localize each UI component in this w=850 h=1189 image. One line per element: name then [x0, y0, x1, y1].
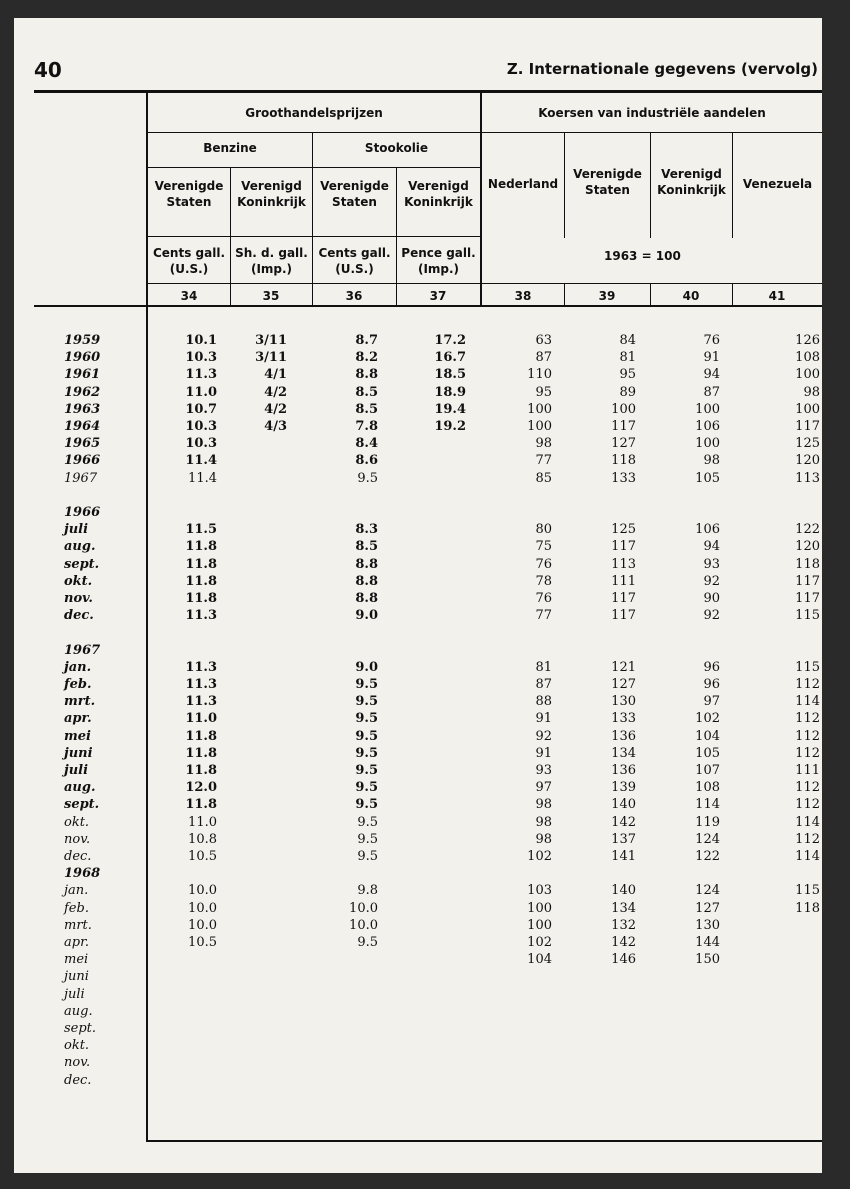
cell-col-34: 10.3 — [185, 350, 217, 366]
cell-col-41: 114 — [795, 694, 820, 710]
cell-col-41: 120 — [795, 453, 820, 469]
vline-c38-c39-num — [564, 283, 565, 307]
cell-col-34: 12.0 — [185, 780, 217, 796]
cell-col-34: 11.8 — [185, 797, 217, 813]
cell-col-39: 89 — [619, 384, 636, 400]
page-number: 40 — [34, 58, 62, 82]
cell-col-39: 127 — [611, 677, 636, 692]
cell-col-41: 118 — [795, 900, 820, 916]
cell-col-38: 104 — [527, 952, 552, 968]
row-label: juni — [64, 745, 93, 761]
hline-country-unit — [147, 236, 480, 237]
column-number-40: 40 — [682, 289, 700, 303]
cell-col-41: 117 — [795, 573, 820, 589]
row-label: sept. — [64, 1021, 97, 1036]
cell-col-38: 100 — [527, 900, 552, 916]
header-stookolie: Stookolie — [364, 141, 429, 155]
cell-col-34: 10.5 — [188, 935, 217, 950]
header-koersen: Koersen van industriële aandelen — [538, 106, 766, 120]
cell-col-40: 106 — [695, 522, 720, 538]
cell-col-34: 11.3 — [185, 694, 217, 710]
row-label: aug. — [64, 780, 96, 796]
row-label: 1967 — [64, 642, 101, 658]
cell-col-36: 9.5 — [355, 780, 378, 796]
row-label: jan. — [64, 659, 92, 675]
cell-col-34: 11.0 — [185, 711, 217, 727]
cell-col-39: 140 — [611, 797, 636, 813]
cell-col-40: 107 — [695, 763, 720, 778]
header-c41-country: Venezuela — [742, 177, 813, 191]
cell-col-39: 133 — [611, 711, 636, 727]
cell-col-34: 11.4 — [185, 453, 217, 469]
cell-col-36: 8.3 — [355, 522, 378, 538]
cell-col-36: 9.5 — [355, 745, 378, 761]
cell-col-36: 9.5 — [355, 677, 378, 692]
cell-col-40: 97 — [703, 694, 720, 710]
cell-col-39: 125 — [611, 522, 636, 538]
cell-col-34: 10.3 — [185, 419, 217, 434]
cell-col-34: 11.3 — [185, 367, 217, 383]
header-bottom-rule — [34, 305, 822, 307]
cell-col-38: 91 — [535, 745, 552, 761]
cell-col-36: 10.0 — [349, 917, 378, 933]
cell-col-39: 141 — [611, 849, 636, 864]
cell-col-34: 10.5 — [188, 849, 217, 864]
row-label: 1968 — [64, 866, 101, 882]
cell-col-40: 108 — [695, 780, 720, 796]
cell-col-41: 118 — [795, 556, 820, 572]
cell-col-36: 8.8 — [355, 556, 378, 572]
cell-col-38: 110 — [527, 367, 552, 383]
cell-col-40: 127 — [695, 900, 720, 916]
cell-col-34: 11.5 — [185, 522, 217, 538]
row-label: mei — [64, 728, 91, 744]
cell-col-36: 9.5 — [357, 831, 378, 847]
column-number-38: 38 — [514, 289, 532, 303]
cell-col-34: 11.8 — [185, 745, 217, 761]
cell-col-34: 11.8 — [185, 556, 217, 572]
vline-c34-c35-num — [230, 283, 231, 307]
cell-col-41: 117 — [795, 591, 820, 606]
cell-col-39: 139 — [611, 780, 636, 796]
cell-col-38: 87 — [535, 677, 552, 692]
cell-col-34: 11.4 — [188, 470, 217, 486]
header-c35-unit: Sh. d. gall. (Imp.) — [235, 246, 308, 276]
cell-col-34: 11.8 — [185, 763, 217, 778]
cell-col-39: 81 — [619, 350, 636, 366]
row-label: dec. — [64, 849, 92, 864]
row-label: dec. — [64, 608, 94, 624]
row-label: nov. — [64, 1055, 91, 1071]
cell-col-40: 105 — [695, 470, 720, 486]
cell-col-38: 103 — [527, 883, 552, 899]
cell-col-38: 100 — [527, 401, 552, 417]
cell-col-36: 9.5 — [355, 711, 378, 727]
index-base-label: 1963 = 100 — [604, 249, 681, 263]
cell-col-36: 8.7 — [355, 333, 378, 348]
row-label: juni — [64, 969, 89, 985]
cell-col-34: 11.8 — [185, 591, 217, 606]
cell-col-37: 17.2 — [434, 333, 466, 348]
cell-col-39: 113 — [611, 556, 636, 572]
cell-col-35: 4/2 — [264, 384, 287, 400]
cell-col-40: 105 — [695, 745, 720, 761]
row-label: jan. — [64, 883, 89, 899]
vline-benzine-stook — [312, 133, 313, 307]
cell-col-34: 11.0 — [185, 384, 217, 400]
cell-col-41: 120 — [795, 539, 820, 555]
cell-col-34: 11.8 — [185, 728, 217, 744]
cell-col-39: 132 — [611, 917, 636, 933]
cell-col-35: 4/1 — [264, 367, 287, 383]
cell-col-38: 77 — [535, 453, 552, 469]
cell-col-39: 117 — [611, 608, 636, 624]
cell-col-36: 8.4 — [355, 436, 378, 452]
column-number-35: 35 — [262, 289, 280, 303]
cell-col-34: 10.0 — [188, 917, 217, 933]
cell-col-38: 98 — [535, 797, 552, 813]
cell-col-34: 11.8 — [185, 573, 217, 589]
cell-col-39: 133 — [611, 470, 636, 486]
row-label: apr. — [64, 935, 89, 950]
row-label: 1964 — [64, 419, 101, 434]
column-number-39: 39 — [598, 289, 616, 303]
cell-col-35: 4/3 — [264, 419, 287, 434]
cell-col-40: 93 — [703, 556, 720, 572]
cell-col-41: 108 — [795, 350, 820, 366]
cell-col-39: 100 — [611, 401, 636, 417]
cell-col-41: 113 — [795, 470, 820, 486]
row-label: sept. — [64, 797, 100, 813]
cell-col-34: 11.8 — [185, 539, 217, 555]
row-label: juli — [64, 763, 89, 778]
cell-col-34: 11.0 — [188, 814, 217, 830]
cell-col-34: 10.3 — [185, 436, 217, 452]
header-c39-country: Verenigde Staten — [573, 167, 642, 197]
row-label: feb. — [64, 677, 92, 692]
cell-col-37: 16.7 — [434, 350, 466, 366]
header-c38-country: Nederland — [487, 177, 559, 191]
cell-col-38: 88 — [535, 694, 552, 710]
cell-col-39: 130 — [611, 694, 636, 710]
cell-col-40: 96 — [703, 677, 720, 692]
hline-colnums — [147, 283, 822, 284]
cell-col-41: 111 — [795, 763, 820, 778]
cell-col-38: 98 — [535, 814, 552, 830]
header-c35-country: Verenigd Koninkrijk — [237, 179, 306, 209]
cell-col-38: 87 — [535, 350, 552, 366]
cell-col-35: 4/2 — [264, 401, 287, 417]
cell-col-41: 112 — [795, 711, 820, 727]
row-label: feb. — [64, 900, 89, 916]
cell-col-40: 122 — [695, 849, 720, 864]
cell-col-39: 117 — [611, 591, 636, 606]
cell-col-40: 100 — [695, 401, 720, 417]
header-benzine: Benzine — [203, 141, 257, 155]
cell-col-40: 119 — [695, 814, 720, 830]
row-label: dec. — [64, 1072, 92, 1088]
cell-col-40: 90 — [703, 591, 720, 606]
header-c40-country: Verenigd Koninkrijk — [657, 167, 726, 197]
cell-col-36: 9.5 — [355, 797, 378, 813]
row-label: 1960 — [64, 350, 101, 366]
cell-col-36: 9.0 — [355, 659, 378, 675]
column-number-41: 41 — [768, 289, 786, 303]
cell-col-39: 84 — [619, 333, 636, 348]
cell-col-40: 92 — [703, 608, 720, 624]
row-label: okt. — [64, 1038, 90, 1054]
row-label: 1962 — [64, 384, 101, 400]
cell-col-36: 9.5 — [355, 694, 378, 710]
cell-col-41: 114 — [795, 849, 820, 864]
row-label: 1967 — [64, 470, 98, 486]
row-label: 1966 — [64, 505, 101, 520]
cell-col-38: 76 — [535, 591, 552, 606]
cell-col-40: 102 — [695, 711, 720, 727]
cell-col-39: 118 — [611, 453, 636, 469]
cell-col-40: 104 — [695, 728, 720, 744]
cell-col-40: 87 — [703, 384, 720, 400]
cell-col-39: 134 — [611, 900, 636, 916]
cell-col-36: 9.5 — [357, 849, 378, 864]
bottom-rule — [146, 1140, 822, 1142]
cell-col-40: 124 — [695, 883, 720, 899]
cell-col-37: 18.9 — [434, 384, 466, 400]
cell-col-41: 126 — [795, 333, 820, 348]
cell-col-36: 9.5 — [355, 728, 378, 744]
cell-col-40: 92 — [703, 573, 720, 589]
cell-col-39: 121 — [611, 659, 636, 675]
row-label: 1959 — [64, 333, 101, 348]
row-label: mei — [64, 952, 89, 968]
cell-col-34: 11.3 — [185, 608, 217, 624]
row-label: mrt. — [64, 694, 96, 710]
row-label: 1966 — [64, 453, 101, 469]
cell-col-38: 98 — [535, 831, 552, 847]
cell-col-39: 136 — [611, 763, 636, 778]
cell-col-36: 9.5 — [355, 763, 378, 778]
cell-col-36: 7.8 — [355, 419, 378, 434]
row-label: 1961 — [64, 367, 101, 383]
cell-col-39: 111 — [611, 573, 636, 589]
cell-col-41: 115 — [795, 608, 820, 624]
vline-c40-c41-num — [732, 283, 733, 307]
hline-koersen-sub — [481, 132, 822, 133]
hline-groot-sub — [147, 132, 480, 133]
cell-col-37: 19.2 — [434, 419, 466, 434]
cell-col-36: 9.8 — [357, 883, 378, 899]
cell-col-39: 140 — [611, 883, 636, 899]
cell-col-38: 95 — [535, 384, 552, 400]
cell-col-40: 130 — [695, 917, 720, 933]
cell-col-35: 3/11 — [255, 350, 287, 366]
cell-col-38: 63 — [535, 333, 552, 348]
cell-col-34: 10.1 — [185, 333, 217, 348]
cell-col-38: 98 — [535, 436, 552, 452]
cell-col-35: 3/11 — [255, 333, 287, 348]
cell-col-36: 8.8 — [355, 573, 378, 589]
cell-col-38: 102 — [527, 849, 552, 864]
header-c34-unit: Cents gall. (U.S.) — [152, 246, 226, 276]
cell-col-38: 77 — [535, 608, 552, 624]
section-title: Z. Internationale gegevens (vervolg) — [506, 60, 818, 78]
cell-col-40: 114 — [695, 797, 720, 813]
cell-col-38: 81 — [535, 659, 552, 675]
cell-col-36: 8.5 — [355, 401, 378, 417]
cell-col-36: 8.5 — [355, 539, 378, 555]
cell-col-36: 8.8 — [355, 591, 378, 606]
cell-col-39: 134 — [611, 745, 636, 761]
cell-col-38: 100 — [527, 917, 552, 933]
header-c37-country: Verenigd Koninkrijk — [404, 179, 473, 209]
cell-col-40: 100 — [695, 436, 720, 452]
cell-col-40: 94 — [703, 539, 720, 555]
cell-col-38: 78 — [535, 573, 552, 589]
cell-col-36: 9.0 — [355, 608, 378, 624]
cell-col-34: 11.3 — [185, 659, 217, 675]
row-label: aug. — [64, 1003, 93, 1019]
cell-col-38: 92 — [535, 728, 552, 744]
cell-col-38: 80 — [535, 522, 552, 538]
cell-col-34: 10.8 — [188, 831, 217, 847]
cell-col-36: 9.5 — [357, 470, 378, 486]
cell-col-36: 9.5 — [357, 814, 378, 830]
cell-col-40: 144 — [695, 935, 720, 950]
cell-col-38: 100 — [527, 419, 552, 434]
row-label: mrt. — [64, 917, 92, 933]
row-label: juli — [64, 986, 85, 1002]
row-label: sept. — [64, 556, 100, 572]
cell-col-41: 115 — [795, 659, 820, 675]
cell-col-36: 8.6 — [355, 453, 378, 469]
cell-col-36: 10.0 — [349, 900, 378, 916]
cell-col-39: 146 — [611, 952, 636, 968]
cell-col-41: 122 — [795, 522, 820, 538]
cell-col-38: 97 — [535, 780, 552, 796]
row-label: nov. — [64, 591, 93, 606]
row-label: apr. — [64, 711, 92, 727]
cell-col-34: 10.0 — [188, 883, 217, 899]
cell-col-38: 102 — [527, 935, 552, 950]
header-c36-country: Verenigde Staten — [320, 179, 389, 209]
cell-col-39: 117 — [611, 539, 636, 555]
header-c34-country: Verenigde Staten — [154, 179, 224, 209]
cell-col-41: 100 — [795, 401, 820, 417]
cell-col-41: 125 — [795, 436, 820, 452]
cell-col-39: 117 — [611, 419, 636, 434]
cell-col-41: 112 — [795, 745, 820, 761]
cell-col-38: 76 — [535, 556, 552, 572]
cell-col-34: 10.0 — [188, 900, 217, 916]
document-page — [14, 18, 822, 1173]
cell-col-40: 98 — [703, 453, 720, 469]
cell-col-41: 112 — [795, 831, 820, 847]
header-groothandel: Groothandelsprijzen — [245, 106, 383, 120]
cell-col-38: 85 — [535, 470, 552, 486]
row-label: okt. — [64, 814, 90, 830]
cell-col-39: 142 — [611, 935, 636, 950]
cell-col-40: 76 — [703, 333, 720, 348]
row-label: okt. — [64, 573, 93, 589]
cell-col-41: 98 — [803, 384, 820, 400]
row-label: nov. — [64, 831, 91, 847]
cell-col-40: 94 — [703, 367, 720, 383]
cell-col-41: 112 — [795, 728, 820, 744]
row-label: 1965 — [64, 436, 101, 452]
cell-col-41: 112 — [795, 797, 820, 813]
cell-col-38: 91 — [535, 711, 552, 727]
cell-col-39: 136 — [611, 728, 636, 744]
hline-benzine-sub — [147, 167, 480, 168]
cell-col-39: 137 — [611, 831, 636, 847]
cell-col-39: 127 — [611, 436, 636, 452]
cell-col-38: 93 — [535, 763, 552, 778]
row-label: aug. — [64, 539, 96, 555]
cell-col-36: 8.5 — [355, 384, 378, 400]
cell-col-40: 96 — [703, 659, 720, 675]
cell-col-40: 124 — [695, 831, 720, 847]
cell-col-39: 142 — [611, 814, 636, 830]
cell-col-40: 91 — [703, 350, 720, 366]
cell-col-41: 117 — [795, 419, 820, 434]
header-c36-unit: Cents gall. (U.S.) — [318, 246, 391, 276]
row-label: juli — [64, 522, 89, 538]
column-number-34: 34 — [180, 289, 198, 303]
cell-col-36: 9.5 — [357, 935, 378, 950]
cell-col-41: 100 — [795, 367, 820, 383]
column-number-37: 37 — [429, 289, 447, 303]
column-number-36: 36 — [345, 289, 363, 303]
cell-col-38: 75 — [535, 539, 552, 555]
vline-groot-koers — [480, 92, 482, 307]
cell-col-41: 112 — [795, 677, 820, 692]
top-rule — [34, 90, 822, 93]
vline-c39-c40-num — [650, 283, 651, 307]
cell-col-37: 18.5 — [434, 367, 466, 383]
cell-col-41: 112 — [795, 780, 820, 796]
cell-col-39: 95 — [619, 367, 636, 383]
cell-col-41: 114 — [795, 814, 820, 830]
cell-col-40: 106 — [695, 419, 720, 434]
cell-col-34: 11.3 — [185, 677, 217, 692]
cell-col-40: 150 — [695, 952, 720, 968]
cell-col-36: 8.8 — [355, 367, 378, 383]
cell-col-34: 10.7 — [185, 401, 217, 417]
row-label: 1963 — [64, 401, 101, 417]
cell-col-41: 115 — [795, 883, 820, 899]
cell-col-36: 8.2 — [355, 350, 378, 366]
cell-col-37: 19.4 — [434, 401, 466, 417]
header-c37-unit: Pence gall. (Imp.) — [401, 246, 476, 276]
